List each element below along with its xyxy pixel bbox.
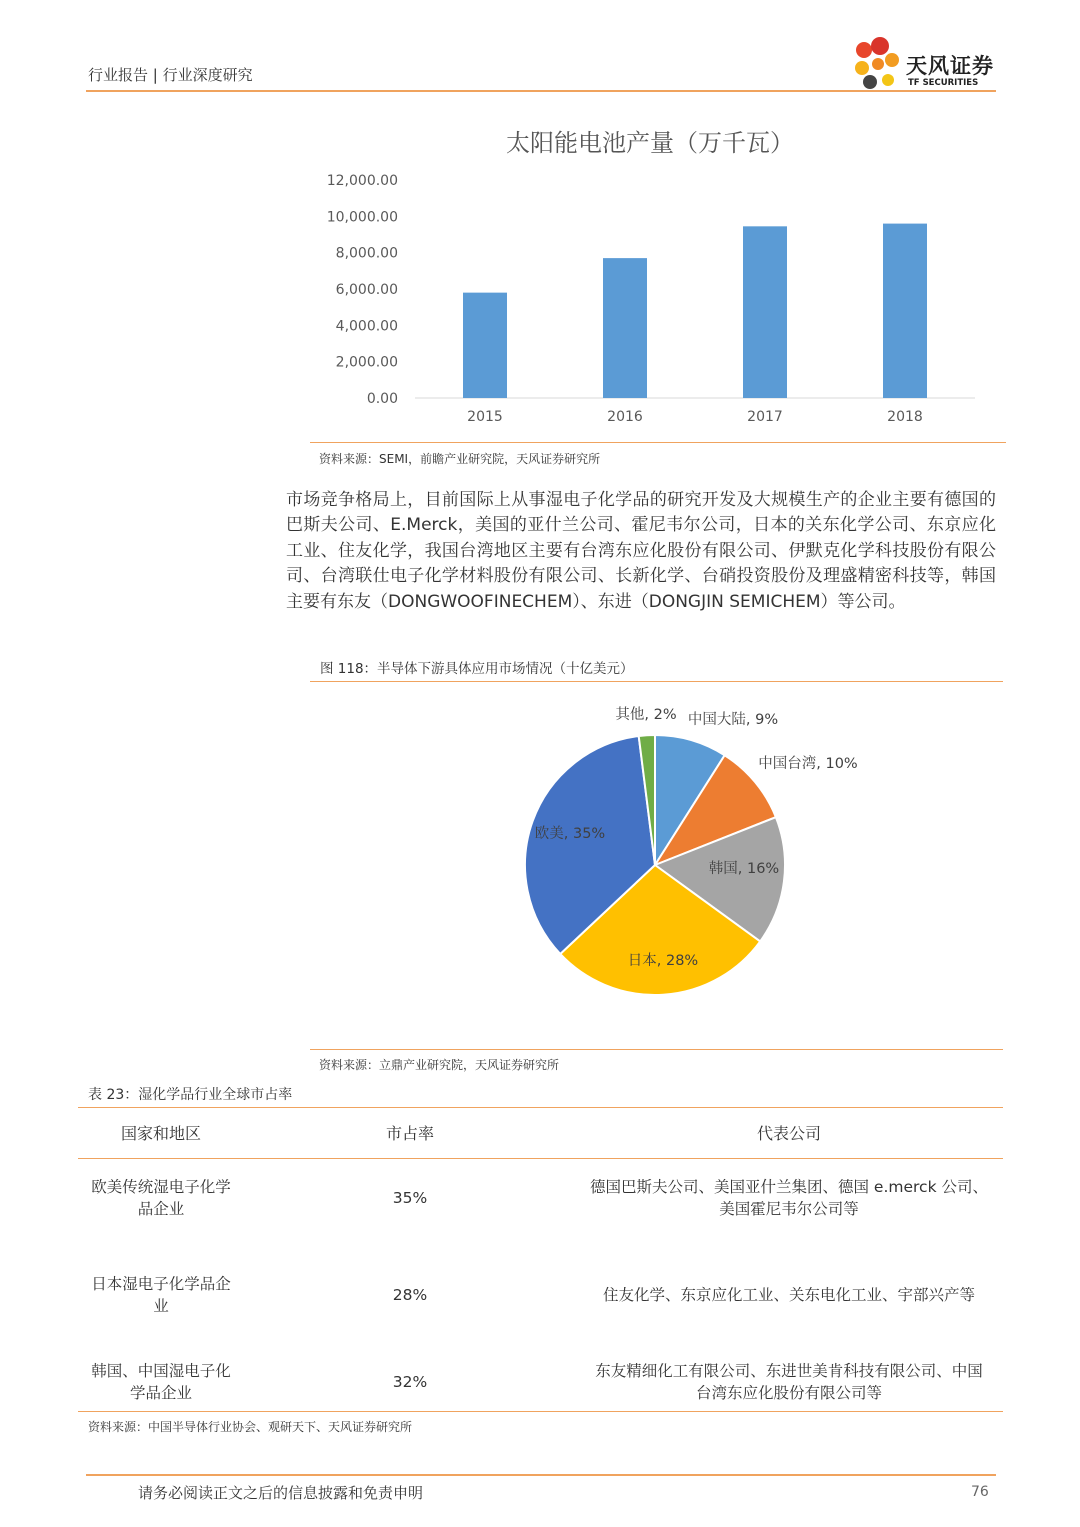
- y-tick-label: 0.00: [366, 391, 398, 407]
- x-tick-label: 2015: [467, 409, 503, 425]
- table-row-1-region-line-2: 品企业: [137, 1200, 185, 1218]
- x-tick-label: 2017: [747, 409, 783, 425]
- table-row-1-share: 35%: [392, 1189, 428, 1207]
- y-tick-label: 6,000.00: [335, 282, 398, 298]
- pie-slice-label: 日本, 28%: [627, 953, 699, 969]
- x-tick-label: 2016: [607, 409, 643, 425]
- y-tick-label: 4,000.00: [335, 318, 398, 335]
- table-bottom-divider: [78, 1411, 1003, 1412]
- pie-slice-label: 中国大陆, 9%: [687, 712, 779, 728]
- table-row-2-companies: [575, 1284, 1003, 1306]
- table-row-3-companies: [575, 1360, 1003, 1404]
- table-row-2-share: 28%: [392, 1286, 428, 1304]
- table-row-1-region: [78, 1176, 244, 1220]
- table-header-share: 市占率: [385, 1124, 434, 1143]
- table-row-2-region-line-2: 业: [153, 1297, 169, 1315]
- logo-text-cn: 天风证券: [906, 54, 994, 78]
- table-header-companies: 代表公司: [756, 1124, 821, 1143]
- table-row-3-companies-line-2: 台湾东应化股份有限公司等: [695, 1384, 882, 1402]
- y-tick-label: 8,000.00: [335, 245, 398, 262]
- pie-chart-source-divider: [310, 1049, 1003, 1050]
- pie-slice-label: 其他, 2%: [615, 707, 677, 723]
- pie-slice-label: 韩国, 16%: [708, 861, 780, 877]
- table-row-3-share: 32%: [392, 1373, 428, 1391]
- y-tick-label: 2,000.00: [335, 354, 398, 371]
- x-tick-label: 2018: [887, 409, 923, 425]
- body-paragraph: 市场竞争格局上，目前国际上从事湿电子化学品的研究开发及大规模生产的企业主要有德国的巴斯夫公司、E.Merck，美国的亚什兰公司、霍尼韦尔公司，日本的关东化学公司、东京应化工业、住友化学，我国台湾地区主要有台湾东应化股份有限公司、伊默克化学科技股份有限公司、台湾联仕电子化学材料股份有限公司、长新化学、台硝投资股份及理盛精密科技等，韩国主要有东友（DONGWOOFINECHEM）、东进（DONGJIN SEMICHEM）等公司。: [286, 490, 996, 612]
- table-row-3-region-line-2: 学品企业: [129, 1384, 192, 1402]
- table-row-1-companies: [575, 1176, 1003, 1220]
- table-top-divider: [78, 1107, 1003, 1108]
- page-number: 76: [971, 1484, 989, 1500]
- pie-slice-label: 欧美, 35%: [534, 826, 606, 842]
- table-row-2-companies-line-1: 住友化学、东京应化工业、关东电化工业、宇部兴产等: [602, 1286, 975, 1304]
- table-title: 表 23：湿化学品行业全球市占率: [88, 1087, 293, 1103]
- table-row-3-region-line-1: 韩国、中国湿电子化: [91, 1362, 231, 1380]
- bar-chart-source: 资料来源：SEMI，前瞻产业研究院，天风证券研究所: [319, 452, 601, 466]
- table-row-3-companies-line-1: 东友精细化工有限公司、东进世美肯科技有限公司、中国: [595, 1362, 983, 1380]
- pie-chart-source: 资料来源：立鼎产业研究院，天风证券研究所: [319, 1058, 560, 1072]
- pie-figure-title: 图 118：半导体下游具体应用市场情况（十亿美元）: [320, 661, 634, 677]
- footer-disclaimer: 请务必阅读正文之后的信息披露和免责申明: [138, 1484, 424, 1502]
- logo-text-en: TF SECURITIES: [908, 78, 979, 88]
- table-row-3-region: [78, 1360, 244, 1404]
- table-header-region: 国家和地区: [120, 1124, 201, 1143]
- table-row-2-region-line-1: 日本湿电子化学品企: [91, 1275, 231, 1293]
- bar-chart-title: 太阳能电池产量（万千瓦）: [506, 129, 794, 157]
- pie-slice-label: 中国台湾, 10%: [758, 756, 858, 772]
- y-tick-label: 12,000.00: [326, 173, 398, 189]
- table-row-1-companies-line-2: 美国霍尼韦尔公司等: [719, 1200, 859, 1218]
- table-header-divider: [78, 1158, 1003, 1159]
- footer-divider: [86, 1474, 996, 1476]
- table-row-2-region: [78, 1273, 244, 1317]
- table-source: 资料来源：中国半导体行业协会、观研天下、天风证券研究所: [88, 1420, 413, 1434]
- y-tick-label: 10,000.00: [326, 209, 398, 226]
- header-breadcrumb: 行业报告 | 行业深度研究: [88, 66, 253, 84]
- table-row-1-region-line-1: 欧美传统湿电子化学: [91, 1178, 231, 1196]
- table-row-1-companies-line-1: 德国巴斯夫公司、美国亚什兰集团、德国 e.merck 公司、: [590, 1178, 988, 1196]
